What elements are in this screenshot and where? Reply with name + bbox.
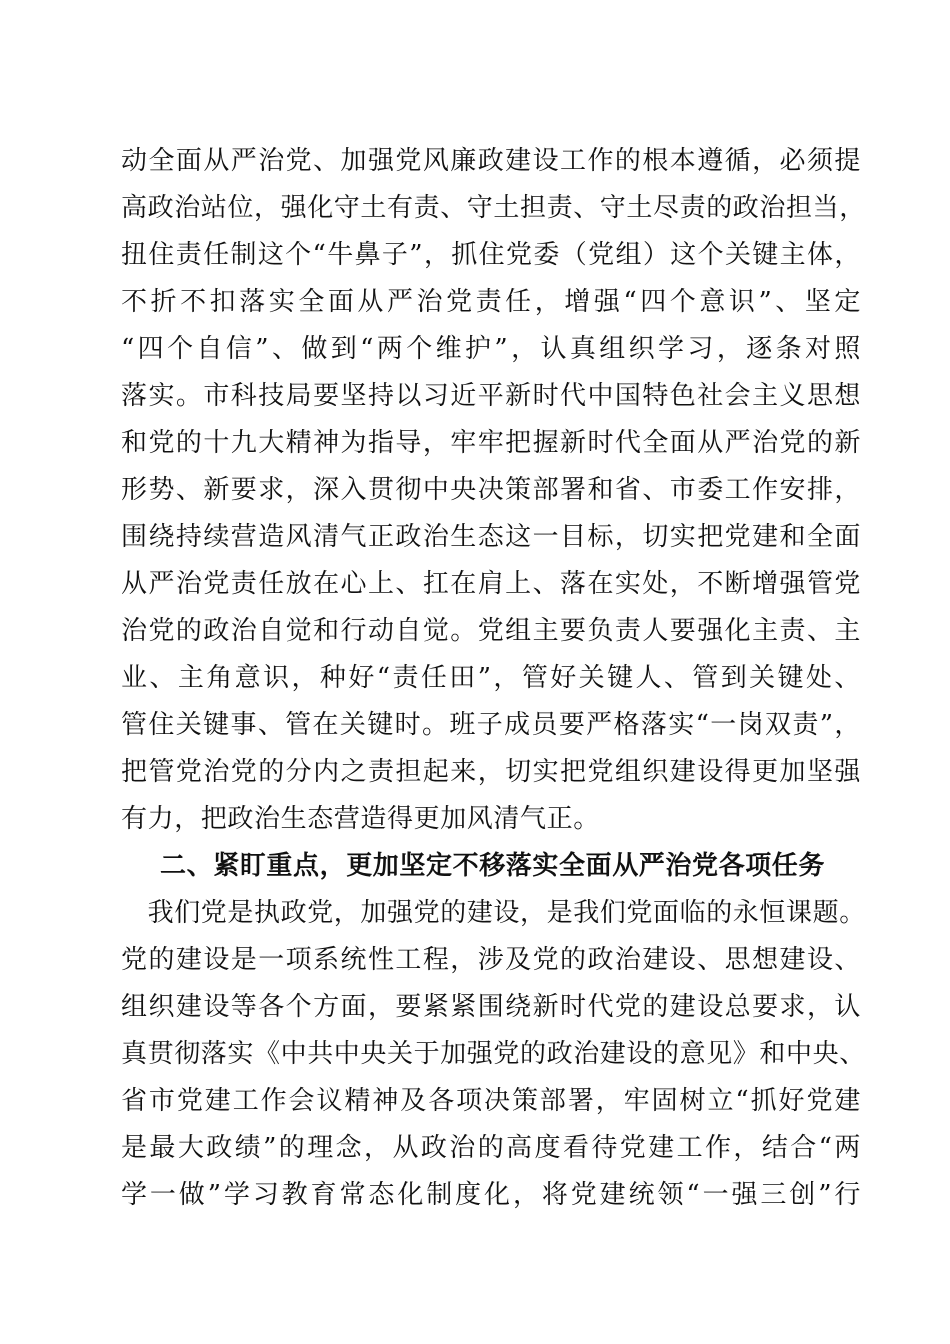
body-text-line: 治党的政治自觉和行动自觉。党组主要负责人要强化主责、主 xyxy=(121,616,861,646)
body-text-line: 我们党是执政党，加强党的建设，是我们党面临的永恒课题。 xyxy=(121,898,866,928)
body-text-line: 省市党建工作会议精神及各项决策部署，牢固树立“抓好党建 xyxy=(121,1086,861,1116)
body-text-line: 扭住责任制这个“牛鼻子”，抓住党委（党组）这个关键主体， xyxy=(121,240,861,270)
body-text-line: 管住关键事、管在关键时。班子成员要严格落实“一岗双责”， xyxy=(121,710,861,740)
body-text-line: “四个自信”、做到“两个维护”，认真组织学习，逐条对照 xyxy=(121,334,861,364)
body-text-line: 从严治党责任放在心上、扛在肩上、落在实处，不断增强管党 xyxy=(121,569,861,599)
body-text-line: 党的建设是一项系统性工程，涉及党的政治建设、思想建设、 xyxy=(121,945,861,975)
body-text-line: 把管党治党的分内之责担起来，切实把党组织建设得更加坚强 xyxy=(121,757,861,787)
body-text-line: 高政治站位，强化守土有责、守土担责、守土尽责的政治担当， xyxy=(121,193,866,223)
body-text-line: 真贯彻落实《中共中央关于加强党的政治建设的意见》和中央、 xyxy=(121,1039,866,1069)
body-text-line: 落实。市科技局要坚持以习近平新时代中国特色社会主义思想 xyxy=(121,381,861,411)
body-text-line: 组织建设等各个方面，要紧紧围绕新时代党的建设总要求，认 xyxy=(121,992,861,1022)
body-text-line: 不折不扣落实全面从严治党责任，增强“四个意识”、坚定 xyxy=(121,287,861,317)
body-text-line: 是最大政绩”的理念，从政治的高度看待党建工作，结合“两 xyxy=(121,1133,861,1163)
body-text-line: 学一做”学习教育常态化制度化，将党建统领“一强三创”行 xyxy=(121,1180,861,1210)
body-text-line: 形势、新要求，深入贯彻中央决策部署和省、市委工作安排， xyxy=(121,475,861,505)
body-text-line: 有力，把政治生态营造得更加风清气正。 xyxy=(121,804,600,834)
body-text-line: 和党的十九大精神为指导，牢牢把握新时代全面从严治党的新 xyxy=(121,428,861,458)
body-text-line: 围绕持续营造风清气正政治生态这一目标，切实把党建和全面 xyxy=(121,522,861,552)
section-heading: 二、紧盯重点，更加坚定不移落实全面从严治党各项任务 xyxy=(160,851,826,881)
body-text-line: 业、主角意识，种好“责任田”，管好关键人、管到关键处、 xyxy=(121,663,861,693)
body-text-line: 动全面从严治党、加强党风廉政建设工作的根本遵循，必须提 xyxy=(121,146,861,176)
